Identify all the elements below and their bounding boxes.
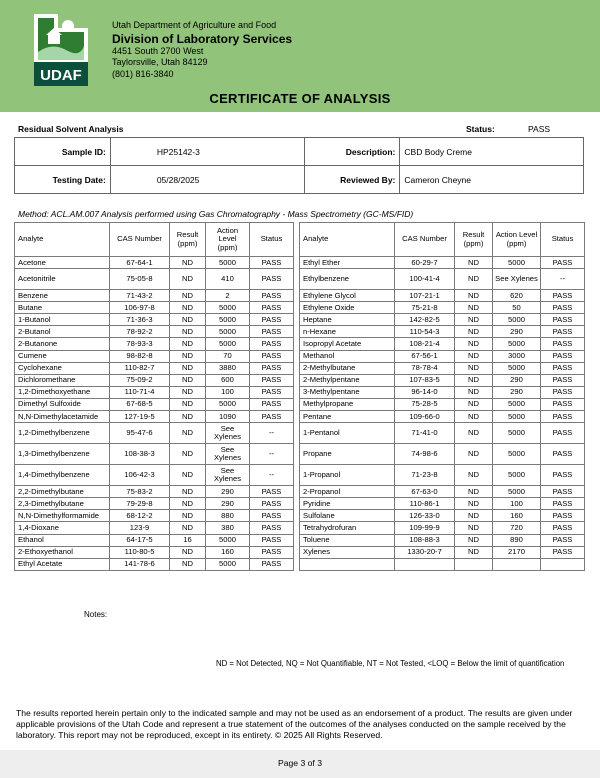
cas-cell-2: 142-82-5 xyxy=(395,314,455,326)
status-cell-2: PASS xyxy=(541,338,585,350)
action-cell-2: 5000 xyxy=(493,362,541,374)
action-cell-2: 5000 xyxy=(493,257,541,269)
org-block xyxy=(112,20,292,80)
analyte-cell: Acetone xyxy=(15,257,110,269)
analyte-cell: N,N-Dimethylacetamide xyxy=(15,411,110,423)
action-cell-2: 50 xyxy=(493,302,541,314)
status-cell-2: PASS xyxy=(541,546,585,558)
action-cell-2: 5000 xyxy=(493,444,541,465)
cas-cell: 67-68-5 xyxy=(110,398,170,410)
result-cell-2: ND xyxy=(455,326,493,338)
action-cell: 380 xyxy=(206,522,250,534)
result-cell: ND xyxy=(170,257,206,269)
table-row xyxy=(15,374,585,386)
analyte-cell-2: Propane xyxy=(300,444,395,465)
action-cell-2: 3000 xyxy=(493,350,541,362)
cas-cell: 106-42-3 xyxy=(110,465,170,486)
analyte-cell: Acetonitrile xyxy=(15,269,110,290)
status-cell: PASS xyxy=(250,411,294,423)
result-cell-2: ND xyxy=(455,444,493,465)
testing-date-label: Testing Date: xyxy=(15,166,111,194)
action-cell-2: 5000 xyxy=(493,338,541,350)
status-cell: PASS xyxy=(250,362,294,374)
result-cell: ND xyxy=(170,314,206,326)
result-cell: ND xyxy=(170,338,206,350)
analyte-cell: 1-Butanol xyxy=(15,314,110,326)
method-text: Method: ACL.AM.007 Analysis performed using Gas Chromatography - Mass Spectrometry (GC-MS/FID) xyxy=(18,209,414,219)
action-cell-2: 5000 xyxy=(493,465,541,486)
action-cell: 100 xyxy=(206,386,250,398)
svg-text:UDAF: UDAF xyxy=(40,67,82,84)
department-name: Utah Department of Agriculture and Food xyxy=(112,20,277,30)
analyte-cell-2: Tetrahydrofuran xyxy=(300,522,395,534)
cas-cell: 127-19-5 xyxy=(110,411,170,423)
action-cell: 5000 xyxy=(206,338,250,350)
analyte-cell: Benzene xyxy=(15,290,110,302)
cas-cell: 67-64-1 xyxy=(110,257,170,269)
analyte-cell: Cyclohexane xyxy=(15,362,110,374)
result-cell-2: ND xyxy=(455,302,493,314)
description-value: CBD Body Creme xyxy=(400,138,584,166)
cas-cell-2: 100-41-4 xyxy=(395,269,455,290)
status-cell-2: PASS xyxy=(541,290,585,302)
result-cell-2: ND xyxy=(455,269,493,290)
cas-cell-2: 107-83-5 xyxy=(395,374,455,386)
status-cell: PASS xyxy=(250,546,294,558)
table-row xyxy=(15,314,585,326)
analyte-cell: Ethyl Acetate xyxy=(15,558,110,570)
status-cell: PASS xyxy=(250,350,294,362)
status-cell-2: PASS xyxy=(541,411,585,423)
action-cell: 880 xyxy=(206,510,250,522)
action-cell-2: 290 xyxy=(493,326,541,338)
cas-cell: 106-97-8 xyxy=(110,302,170,314)
result-cell-2: ND xyxy=(455,338,493,350)
analyte-cell: Cumene xyxy=(15,350,110,362)
action-cell: 5000 xyxy=(206,558,250,570)
table-row xyxy=(15,257,585,269)
table-row xyxy=(15,338,585,350)
action-cell: 5000 xyxy=(206,326,250,338)
result-cell: 16 xyxy=(170,534,206,546)
analyte-cell: 1,2-Dimethoxyethane xyxy=(15,386,110,398)
cas-cell: 75-09-2 xyxy=(110,374,170,386)
result-cell-2: ND xyxy=(455,522,493,534)
action-cell: See Xylenes xyxy=(206,465,250,486)
status-cell-2: PASS xyxy=(541,350,585,362)
result-cell: ND xyxy=(170,510,206,522)
action-cell: 5000 xyxy=(206,302,250,314)
result-cell: ND xyxy=(170,398,206,410)
result-cell-2: ND xyxy=(455,423,493,444)
action-cell-2: 720 xyxy=(493,522,541,534)
analyte-cell-2: Pyridine xyxy=(300,498,395,510)
cas-cell-2: 109-99-9 xyxy=(395,522,455,534)
result-cell: ND xyxy=(170,522,206,534)
analyte-cell: 2-Butanone xyxy=(15,338,110,350)
result-cell-2: ND xyxy=(455,314,493,326)
action-cell-2: 5000 xyxy=(493,411,541,423)
cas-cell-2: 108-88-3 xyxy=(395,534,455,546)
status-cell-2: PASS xyxy=(541,362,585,374)
status-cell-2: PASS xyxy=(541,386,585,398)
analyte-cell-2: 1-Propanol xyxy=(300,465,395,486)
reviewed-by-value: Cameron Cheyne xyxy=(400,166,584,194)
table-row xyxy=(15,423,585,444)
result-cell-2: ND xyxy=(455,510,493,522)
results-header-row xyxy=(15,223,585,257)
cas-cell: 75-83-2 xyxy=(110,486,170,498)
result-cell-2: ND xyxy=(455,362,493,374)
result-cell-2: ND xyxy=(455,498,493,510)
table-row xyxy=(15,362,585,374)
result-cell-2: ND xyxy=(455,486,493,498)
action-cell: 410 xyxy=(206,269,250,290)
col-status: Status xyxy=(250,223,294,257)
status-cell-2: PASS xyxy=(541,302,585,314)
result-cell: ND xyxy=(170,546,206,558)
cas-cell: 108-38-3 xyxy=(110,444,170,465)
cas-cell: 78-93-3 xyxy=(110,338,170,350)
status-cell-2: PASS xyxy=(541,257,585,269)
action-cell: 5000 xyxy=(206,534,250,546)
status-cell: -- xyxy=(250,465,294,486)
table-row xyxy=(15,522,585,534)
analysis-name: Residual Solvent Analysis xyxy=(18,124,124,134)
action-cell-2: 5000 xyxy=(493,314,541,326)
status-cell: -- xyxy=(250,423,294,444)
result-cell: ND xyxy=(170,302,206,314)
cas-cell: 95-47-6 xyxy=(110,423,170,444)
action-cell-2: 290 xyxy=(493,386,541,398)
result-cell: ND xyxy=(170,444,206,465)
cas-cell: 123-9 xyxy=(110,522,170,534)
action-cell-2: 5000 xyxy=(493,398,541,410)
cas-cell: 78-92-2 xyxy=(110,326,170,338)
cas-cell: 71-43-2 xyxy=(110,290,170,302)
result-cell-2: ND xyxy=(455,465,493,486)
cas-cell-2: 96-14-0 xyxy=(395,386,455,398)
status-cell: PASS xyxy=(250,386,294,398)
status-cell: PASS xyxy=(250,269,294,290)
cas-cell-2: 107-21-1 xyxy=(395,290,455,302)
status-cell-2: PASS xyxy=(541,314,585,326)
status-cell: -- xyxy=(250,444,294,465)
cas-cell-2: 71-23-8 xyxy=(395,465,455,486)
cas-cell: 79-29-8 xyxy=(110,498,170,510)
cas-cell-2: 67-63-0 xyxy=(395,486,455,498)
action-cell: See Xylenes xyxy=(206,444,250,465)
result-cell: ND xyxy=(170,411,206,423)
table-row xyxy=(15,486,585,498)
result-cell: ND xyxy=(170,423,206,444)
analyte-cell-2: 2-Methylbutane xyxy=(300,362,395,374)
action-cell: 290 xyxy=(206,498,250,510)
analyte-cell: 1,3-Dimethylbenzene xyxy=(15,444,110,465)
analyte-cell: 2,3-Dimethylbutane xyxy=(15,498,110,510)
address-line-2: Taylorsville, Utah 84129 xyxy=(112,57,208,67)
status-cell: PASS xyxy=(250,302,294,314)
cas-cell: 75-05-8 xyxy=(110,269,170,290)
result-cell-2: ND xyxy=(455,290,493,302)
cas-cell-2: 126-33-0 xyxy=(395,510,455,522)
status-cell: PASS xyxy=(250,510,294,522)
status-cell-2: PASS xyxy=(541,423,585,444)
division-name: Division of Laboratory Services xyxy=(112,31,293,46)
sample-id-label: Sample ID: xyxy=(15,138,111,166)
status-cell: PASS xyxy=(250,257,294,269)
result-cell: ND xyxy=(170,290,206,302)
certificate-title: CERTIFICATE OF ANALYSIS xyxy=(209,91,391,106)
results-table xyxy=(14,222,585,571)
result-cell: ND xyxy=(170,326,206,338)
status-cell: PASS xyxy=(250,498,294,510)
cas-cell-2: 60-29-7 xyxy=(395,257,455,269)
cas-cell-2: 110-54-3 xyxy=(395,326,455,338)
cas-cell-2: 109-66-0 xyxy=(395,411,455,423)
status-cell: PASS xyxy=(250,326,294,338)
action-cell: 160 xyxy=(206,546,250,558)
action-cell: 5000 xyxy=(206,398,250,410)
status-cell: PASS xyxy=(250,522,294,534)
action-cell-2: 890 xyxy=(493,534,541,546)
table-row xyxy=(15,498,585,510)
status-cell-2 xyxy=(541,558,585,570)
reviewed-by-label: Reviewed By: xyxy=(304,166,400,194)
table-row xyxy=(15,444,585,465)
table-row xyxy=(15,465,585,486)
result-cell-2: ND xyxy=(455,534,493,546)
col-cas-2: CAS Number xyxy=(395,223,455,257)
phone-number: (801) 816-3840 xyxy=(112,68,174,79)
analyte-cell-2: 2-Methylpentane xyxy=(300,374,395,386)
col-status-2: Status xyxy=(541,223,585,257)
analyte-cell-2: 3-Methylpentane xyxy=(300,386,395,398)
table-row xyxy=(15,386,585,398)
analyte-cell: 1,4-Dimethylbenzene xyxy=(15,465,110,486)
cas-cell-2: 110-86-1 xyxy=(395,498,455,510)
action-cell-2: 620 xyxy=(493,290,541,302)
table-row xyxy=(15,546,585,558)
table-row xyxy=(15,398,585,410)
table-row xyxy=(15,326,585,338)
analyte-cell-2: Heptane xyxy=(300,314,395,326)
status-cell: PASS xyxy=(250,486,294,498)
cas-cell-2: 78-78-4 xyxy=(395,362,455,374)
action-cell-2: See Xylenes xyxy=(493,269,541,290)
result-cell: ND xyxy=(170,362,206,374)
table-row xyxy=(15,534,585,546)
analyte-cell: Butane xyxy=(15,302,110,314)
analyte-cell-2: Ethylene Glycol xyxy=(300,290,395,302)
table-row xyxy=(15,290,585,302)
analyte-cell: Dichloromethane xyxy=(15,374,110,386)
disclaimer-text: The results reported herein pertain only to the indicated sample and may not be used as an endorsement of a product. The results are given under applicable provisions of the Utah Code and represent a true statement of the outcomes of the analyses conducted on the sample received by the laboratory. This report may not be reproduced, except in its entirety. © 2025 All Rights Reserved. xyxy=(16,708,573,740)
action-cell-2: 160 xyxy=(493,510,541,522)
action-cell: 290 xyxy=(206,486,250,498)
address-line-1: 4451 South 2700 West xyxy=(112,45,204,56)
table-row xyxy=(15,558,585,570)
cas-cell: 110-80-5 xyxy=(110,546,170,558)
status-cell-2: PASS xyxy=(541,398,585,410)
action-cell-2: 2170 xyxy=(493,546,541,558)
col-analyte-2: Analyte xyxy=(300,223,395,257)
status-value: PASS xyxy=(528,124,551,134)
col-analyte: Analyte xyxy=(15,223,110,257)
description-label: Description: xyxy=(304,138,400,166)
cas-cell: 98-82-8 xyxy=(110,350,170,362)
analyte-cell-2: Ethylene Oxide xyxy=(300,302,395,314)
result-cell: ND xyxy=(170,374,206,386)
notes-label: Notes: xyxy=(84,610,108,619)
action-cell: 5000 xyxy=(206,257,250,269)
table-row xyxy=(15,411,585,423)
result-cell: ND xyxy=(170,386,206,398)
result-cell-2: ND xyxy=(455,386,493,398)
action-cell: 600 xyxy=(206,374,250,386)
testing-date-value: 05/28/2025 xyxy=(110,166,304,194)
cas-cell-2 xyxy=(395,558,455,570)
cas-cell-2: 75-21-8 xyxy=(395,302,455,314)
cas-cell-2: 71-41-0 xyxy=(395,423,455,444)
status-cell-2: PASS xyxy=(541,534,585,546)
cas-cell: 68-12-2 xyxy=(110,510,170,522)
action-cell: 2 xyxy=(206,290,250,302)
analyte-cell-2: 1-Pentanol xyxy=(300,423,395,444)
status-cell: PASS xyxy=(250,374,294,386)
result-cell-2: ND xyxy=(455,398,493,410)
cas-cell-2: 108-21-4 xyxy=(395,338,455,350)
status-cell-2: PASS xyxy=(541,486,585,498)
table-row xyxy=(15,269,585,290)
sample-id-value: HP25142-3 xyxy=(110,138,304,166)
action-cell-2: 5000 xyxy=(493,486,541,498)
status-cell: PASS xyxy=(250,398,294,410)
result-cell-2: ND xyxy=(455,546,493,558)
result-cell-2: ND xyxy=(455,257,493,269)
result-cell-2: ND xyxy=(455,374,493,386)
analyte-cell-2: Xylenes xyxy=(300,546,395,558)
page-number: Page 3 of 3 xyxy=(278,758,322,768)
cas-cell: 110-71-4 xyxy=(110,386,170,398)
status-label: Status: xyxy=(466,124,495,134)
result-cell: ND xyxy=(170,269,206,290)
action-cell: 3880 xyxy=(206,362,250,374)
table-row xyxy=(15,510,585,522)
status-cell-2: -- xyxy=(541,269,585,290)
status-cell: PASS xyxy=(250,290,294,302)
cas-cell-2: 67-56-1 xyxy=(395,350,455,362)
cas-cell-2: 75-28-5 xyxy=(395,398,455,410)
analyte-cell-2: n-Hexane xyxy=(300,326,395,338)
analyte-cell-2: Isopropyl Acetate xyxy=(300,338,395,350)
sample-info-table xyxy=(14,137,584,194)
action-cell: 1090 xyxy=(206,411,250,423)
status-cell: PASS xyxy=(250,558,294,570)
header-band xyxy=(0,0,600,112)
cas-cell-2: 74-98-6 xyxy=(395,444,455,465)
analyte-cell: Dimethyl Sulfoxide xyxy=(15,398,110,410)
analysis-row xyxy=(16,123,584,135)
status-cell: PASS xyxy=(250,534,294,546)
udaf-logo xyxy=(32,12,90,88)
col-result-2: Result (ppm) xyxy=(455,223,493,257)
analyte-cell-2: Methylpropane xyxy=(300,398,395,410)
cas-cell: 64-17-5 xyxy=(110,534,170,546)
table-row xyxy=(15,302,585,314)
result-cell-2: ND xyxy=(455,350,493,362)
analyte-cell: 2,2-Dimethylbutane xyxy=(15,486,110,498)
status-cell-2: PASS xyxy=(541,465,585,486)
result-cell: ND xyxy=(170,486,206,498)
action-cell: See Xylenes xyxy=(206,423,250,444)
analyte-cell: 2-Butanol xyxy=(15,326,110,338)
analyte-cell-2: Ethylbenzene xyxy=(300,269,395,290)
status-cell-2: PASS xyxy=(541,444,585,465)
cas-cell-2: 1330-20-7 xyxy=(395,546,455,558)
analyte-cell-2: Pentane xyxy=(300,411,395,423)
status-cell-2: PASS xyxy=(541,510,585,522)
analyte-cell-2: Methanol xyxy=(300,350,395,362)
analyte-cell-2: Toluene xyxy=(300,534,395,546)
analyte-cell: 2-Ethoxyethanol xyxy=(15,546,110,558)
analyte-cell: N,N-Dimethylformamide xyxy=(15,510,110,522)
col-action-2: Action Level (ppm) xyxy=(493,223,541,257)
col-action: Action Level (ppm) xyxy=(206,223,250,257)
cas-cell: 71-36-3 xyxy=(110,314,170,326)
result-cell: ND xyxy=(170,465,206,486)
action-cell: 5000 xyxy=(206,314,250,326)
table-row xyxy=(15,350,585,362)
status-cell: PASS xyxy=(250,314,294,326)
status-cell: PASS xyxy=(250,338,294,350)
action-cell-2 xyxy=(493,558,541,570)
col-cas: CAS Number xyxy=(110,223,170,257)
result-cell: ND xyxy=(170,350,206,362)
result-cell-2 xyxy=(455,558,493,570)
analyte-cell-2 xyxy=(300,558,395,570)
result-cell: ND xyxy=(170,558,206,570)
analyte-cell: 1,2-Dimethylbenzene xyxy=(15,423,110,444)
analyte-cell-2: 2-Propanol xyxy=(300,486,395,498)
analyte-cell-2: Ethyl Ether xyxy=(300,257,395,269)
status-cell-2: PASS xyxy=(541,522,585,534)
cas-cell: 110-82-7 xyxy=(110,362,170,374)
status-cell-2: PASS xyxy=(541,498,585,510)
cas-cell: 141-78-6 xyxy=(110,558,170,570)
action-cell: 70 xyxy=(206,350,250,362)
analyte-cell: Ethanol xyxy=(15,534,110,546)
analyte-cell-2: Sulfolane xyxy=(300,510,395,522)
status-cell-2: PASS xyxy=(541,374,585,386)
analyte-cell: 1,4-Dioxane xyxy=(15,522,110,534)
result-cell: ND xyxy=(170,498,206,510)
action-cell-2: 290 xyxy=(493,374,541,386)
status-cell-2: PASS xyxy=(541,326,585,338)
col-result: Result (ppm) xyxy=(170,223,206,257)
action-cell-2: 5000 xyxy=(493,423,541,444)
legend-text: ND = Not Detected, NQ = Not Quantifiable, NT = Not Tested, <LOQ = Below the limit of quantification xyxy=(216,659,565,668)
result-cell-2: ND xyxy=(455,411,493,423)
action-cell-2: 100 xyxy=(493,498,541,510)
